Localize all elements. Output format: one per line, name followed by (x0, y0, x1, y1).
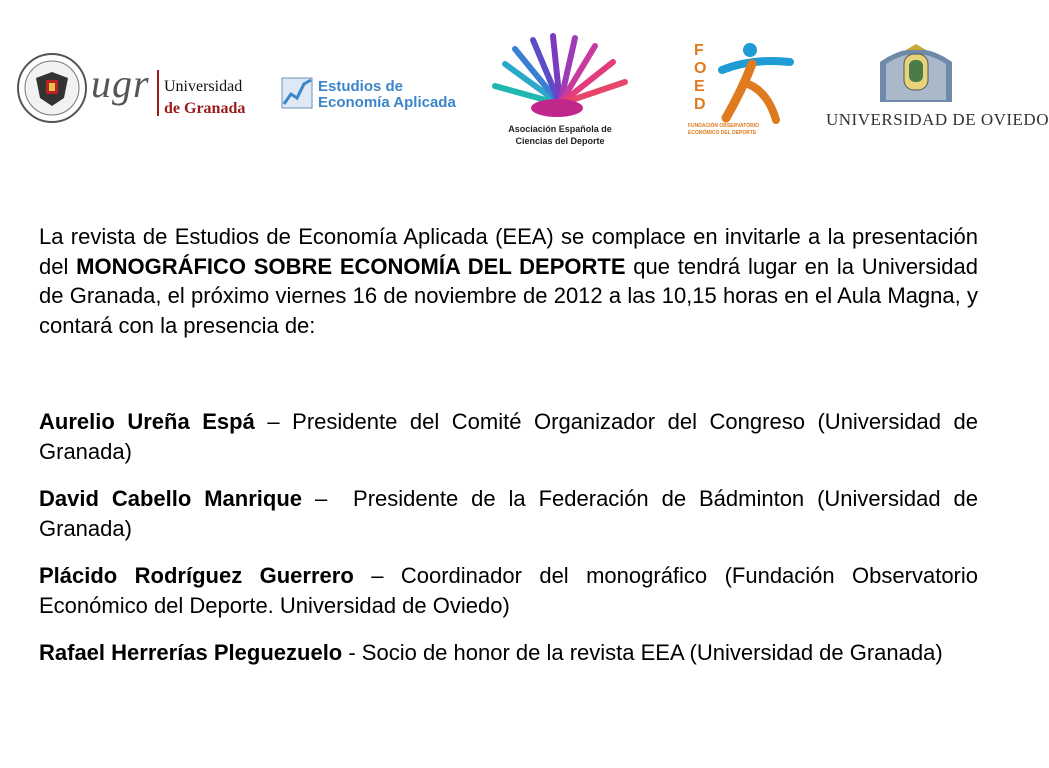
foed-letter-f: F (694, 42, 704, 59)
participant-role: – Coordinador del monográfico (Fundación Observatorio Económico del Deporte. Universidad de Oviedo) (39, 563, 978, 618)
participant-item (39, 407, 978, 466)
aecd-line2: Ciencias del Deporte (515, 136, 605, 146)
intro-part2: que tendrá lugar en la Universidad de Granada, el próximo viernes 16 de noviembre de 2012 a las 10,15 horas en el Aula Magna, y contará con la presencia de: (39, 253, 978, 338)
participant-role: - Socio de honor de la revista EEA (Universidad de Granada) (342, 640, 943, 665)
participant-name: Plácido Rodríguez Guerrero (39, 563, 354, 588)
participant-item (39, 484, 985, 543)
participant-name: David Cabello Manrique (39, 486, 303, 511)
ugr-seal-icon (16, 52, 88, 124)
ugr-line1: Universidad (164, 78, 243, 95)
intro-paragraph (39, 222, 978, 340)
foed-sub2: ECONÓMICO DEL DEPORTE (688, 130, 757, 136)
aecd-logo (485, 34, 635, 152)
participant-name: Rafael Herrerías Pleguezuelo (39, 640, 343, 665)
sunburst-icon (485, 34, 635, 122)
ugr-logo (16, 52, 246, 126)
foed-letter-d: D (694, 96, 706, 113)
intro-bold-title: MONOGRÁFICO SOBRE ECONOMÍA DEL DEPORTE (76, 253, 626, 279)
ugr-line2: de Granada (164, 100, 246, 117)
ugr-divider (157, 70, 159, 116)
foed-letter-e: E (694, 78, 705, 95)
invitation-text (39, 222, 978, 340)
eea-line1: Estudios de (318, 78, 404, 95)
foed-letter-o: O (694, 60, 707, 77)
eea-logo (280, 72, 465, 118)
foed-sub1: FUNDACIÓN OBSERVATORIO (688, 123, 760, 129)
participant-role: – Presidente de la Federación de Bádminton (Universidad de Granada) (39, 486, 985, 541)
foed-logo (688, 40, 798, 140)
ugr-wordmark: ugr (91, 61, 150, 106)
chart-icon (280, 72, 316, 112)
intro-part1: La revista de Estudios de Economía Aplicada (EEA) se complace en invitarle a la presentación del (39, 224, 978, 279)
eea-line2: Economía Aplicada (318, 94, 456, 111)
oviedo-wordmark: UNIVERSIDAD DE OVIEDO (826, 110, 1049, 129)
participants-list (39, 407, 985, 686)
participant-role: – Presidente del Comité Organizador del Congreso (Universidad de Granada) (39, 409, 978, 464)
aecd-line1: Asociación Española de (508, 124, 612, 134)
coat-of-arms-icon (876, 42, 956, 106)
athlete-icon (712, 40, 796, 124)
participant-name: Aurelio Ureña Espá (39, 409, 255, 434)
oviedo-logo (822, 42, 1049, 132)
participant-item (39, 638, 978, 668)
participant-item (39, 561, 978, 620)
